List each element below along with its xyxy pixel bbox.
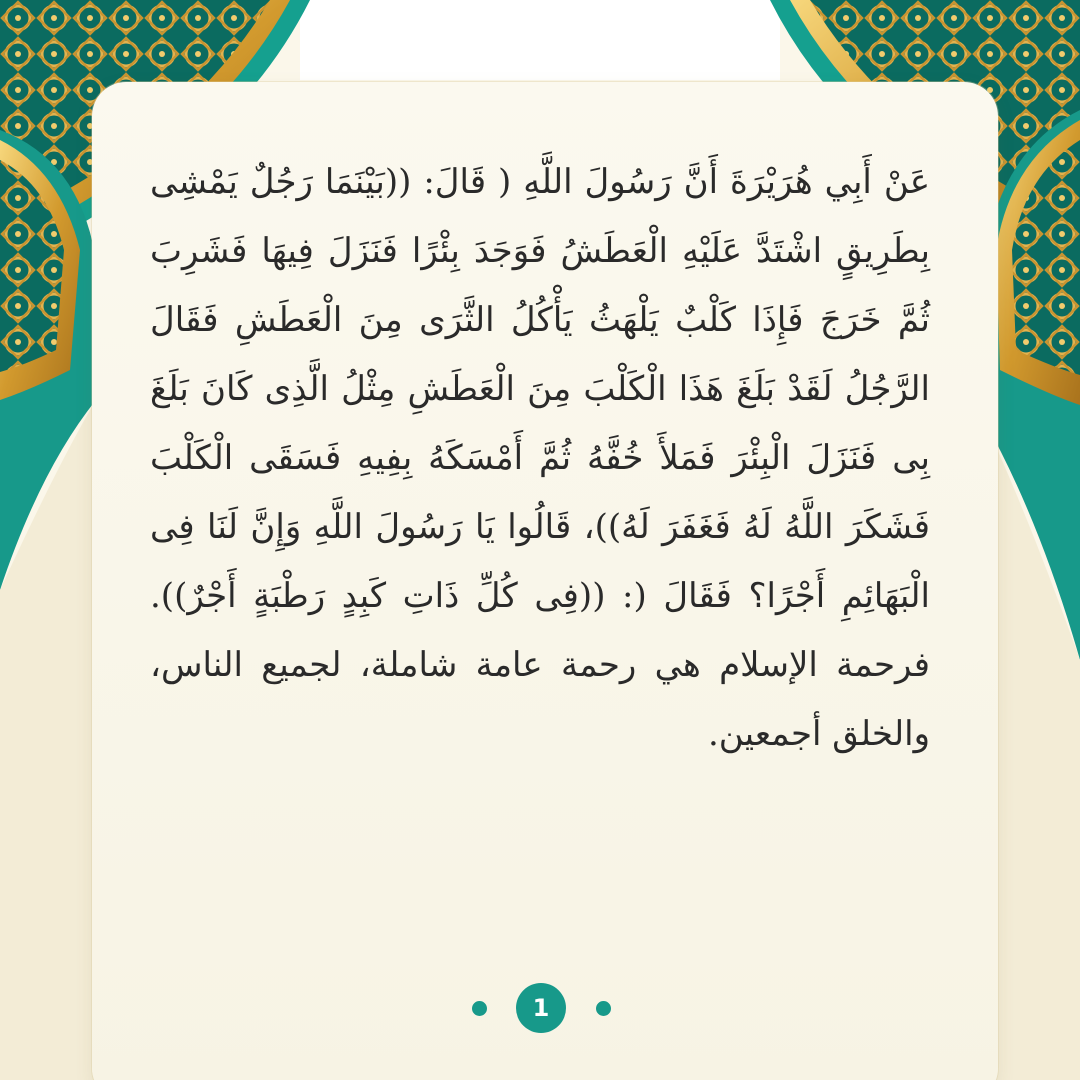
page-number-badge: 1 [516,983,566,1033]
pagination-dot-previous[interactable] [472,1001,487,1016]
pagination [0,983,1080,1033]
pagination-dot-next[interactable] [596,1001,611,1016]
hadith-text: عَنْ أَبِي هُرَيْرَةَ أَنَّ رَسُولَ اللَّهِ ( قَالَ: ((بَيْنَمَا رَجُلٌ يَمْشِى بِطَرِيقٍ اشْتَدَّ عَلَيْهِ الْعَطَشُ فَوَجَدَ بِئْرًا فَنَزَلَ فِيهَا فَشَرِبَ ثُمَّ خَرَجَ فَإِذَا كَلْبٌ يَلْهَثُ يَأْكُلُ الثَّرَى مِنَ الْعَطَشِ فَقَالَ الرَّجُلُ لَقَدْ بَلَغَ هَذَا الْكَلْبَ مِنَ الْعَطَشِ مِثْلُ الَّذِى كَانَ بَلَغَ بِى فَنَزَلَ الْبِئْرَ فَمَلأَ خُفَّهُ ثُمَّ أَمْسَكَهُ بِفِيهِ فَسَقَى الْكَلْبَ فَشَكَرَ اللَّهُ لَهُ فَغَفَرَ لَهُ))، قَالُوا يَا رَسُولَ اللَّهِ وَإِنَّ لَنَا فِى الْبَهَائِمِ أَجْرًا؟ فَقَالَ (: ((فِى كُلِّ ذَاتِ كَبِدٍ رَطْبَةٍ أَجْرٌ)). فرحمة الإسلام هي رحمة عامة شاملة، لجميع الناس، والخلق أجمعين. [150,162,930,754]
